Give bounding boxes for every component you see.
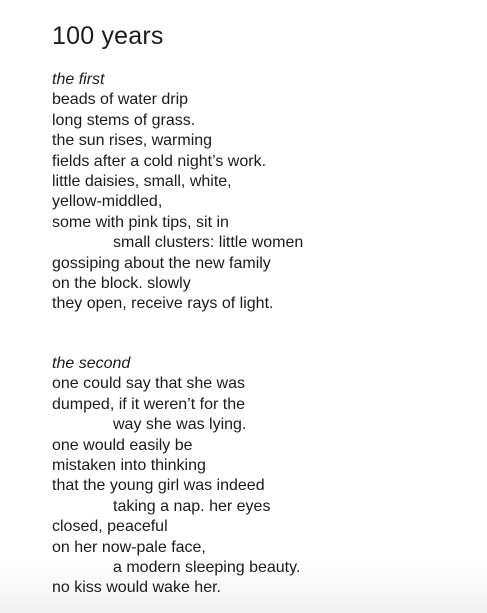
poem-line: closed, peaceful — [52, 518, 168, 536]
poem-line: some with pink tips, sit in — [52, 213, 229, 231]
poem-line: fields after a cold night’s work. — [52, 152, 267, 170]
section-heading: the first — [52, 71, 105, 88]
poem-line: the sun rises, warming — [52, 132, 213, 150]
poem-line: that the young girl was indeed — [52, 477, 265, 495]
poem-line-indented: way she was lying. — [113, 416, 247, 434]
poem-line: dumped, if it weren’t for the — [52, 395, 245, 413]
poem-title: 100 years — [52, 22, 164, 50]
poem-line: mistaken into thinking — [52, 456, 206, 474]
poem-line: beads of water drip — [52, 91, 189, 109]
poem-line-indented: taking a nap. her eyes — [113, 497, 271, 515]
poem-line: gossiping about the new family — [52, 254, 271, 272]
poem-line: one could say that she was — [52, 375, 246, 393]
poem-line: they open, receive rays of light. — [52, 295, 274, 313]
poem-line: no kiss would wake her. — [52, 579, 221, 597]
poem-line: long stems of grass. — [52, 111, 196, 129]
poem-line: yellow-middled, — [52, 193, 163, 211]
section-heading: the second — [52, 355, 131, 372]
poem-line: on the block. slowly — [52, 274, 191, 292]
poem-line: little daisies, small, white, — [52, 172, 232, 190]
poem-line: on her now-pale face, — [52, 538, 206, 556]
poem-line: one would easily be — [52, 436, 193, 454]
section-the-first — [52, 70, 472, 315]
poem-line-indented: a modern sleeping beauty. — [113, 558, 301, 576]
section-the-second — [52, 354, 472, 599]
poem-line-indented: small clusters: little women — [113, 234, 304, 252]
